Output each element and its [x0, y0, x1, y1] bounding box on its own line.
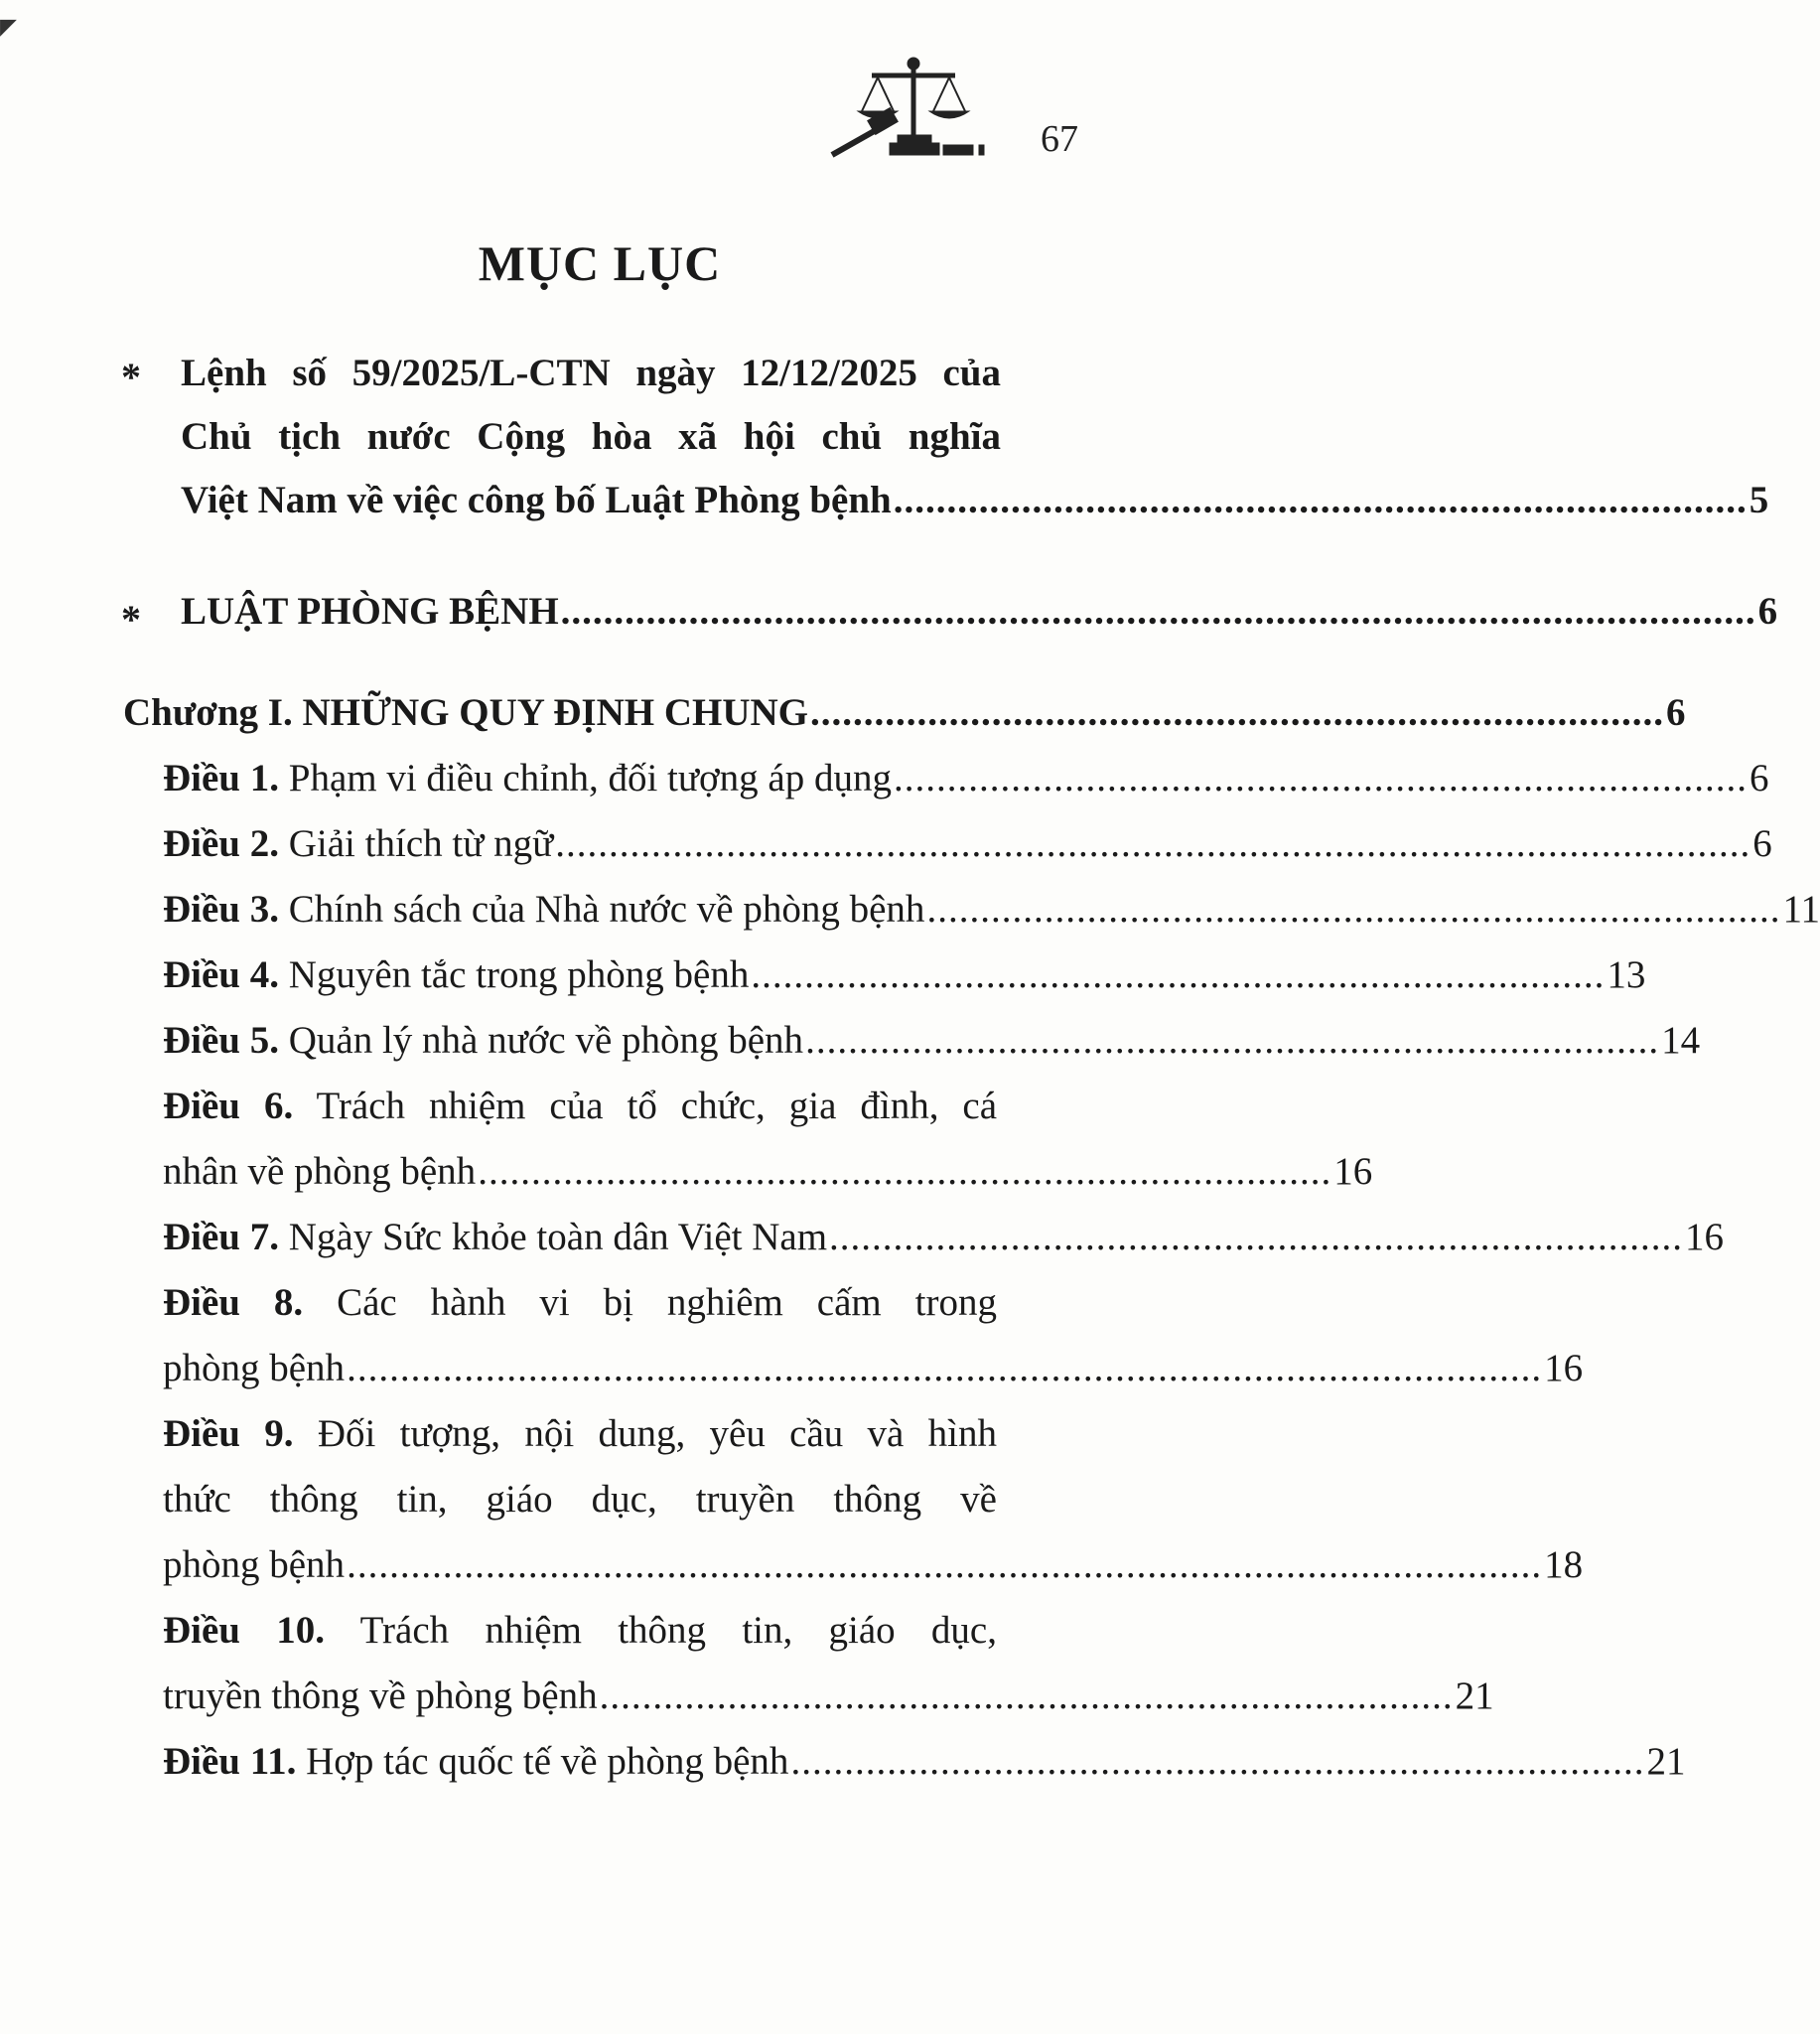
toc-entry-text: Chương I. NHỮNG QUY ĐỊNH CHUNG [123, 691, 808, 734]
scales-of-justice-and-gavel-icon [826, 52, 1001, 159]
dot-leader: ................................................................................ [478, 1150, 1332, 1193]
toc-entry-text: Quản lý nhà nước về phòng bệnh [288, 1019, 804, 1062]
toc-page-number: 21 [1646, 1740, 1686, 1783]
toc-entry-chapter[interactable] [123, 687, 1686, 739]
article-number: Điều 6. [163, 1085, 294, 1127]
dot-leader: ................................................................................................................ [560, 590, 1756, 633]
toc-entry-text: Giải thích từ ngữ [288, 822, 554, 865]
dot-leader: ................................................................................ [790, 1740, 1645, 1783]
dot-leader: ................................................................................ [893, 479, 1748, 521]
dot-leader: ................................................................................ [809, 691, 1664, 734]
article-number: Điều 10. [163, 1609, 326, 1652]
toc-entry-text: Trách nhiệm của tổ chức, gia đình, cá [316, 1085, 998, 1127]
toc-entry-line [163, 1277, 997, 1329]
article-number: Điều 11. [163, 1740, 297, 1783]
toc-entry-text: Phạm vi điều chỉnh, đối tượng áp dụng [288, 757, 892, 799]
toc-page-number: 11 [1782, 888, 1820, 931]
dot-leader: ................................................................................ [599, 1674, 1454, 1717]
toc-entry-text: Đối tượng, nội dung, yêu cầu và hình [317, 1412, 998, 1455]
toc-page-number: 6 [1757, 590, 1778, 633]
article-number: Điều 7. [163, 1216, 279, 1258]
toc-entry-line [163, 1146, 1373, 1198]
dot-leader: ................................................................................ [829, 1216, 1684, 1258]
article-number: Điều 9. [163, 1412, 294, 1455]
page-title: MỤC LỤC [478, 235, 722, 291]
article-number: Điều 8. [163, 1281, 304, 1324]
toc-entry-line [163, 1671, 1494, 1722]
toc-page-number: 14 [1661, 1019, 1701, 1062]
dot-leader: ................................................................................ [805, 1019, 1660, 1062]
bullet-icon: * [121, 597, 141, 642]
toc-entry-text: Trách nhiệm thông tin, giáo dục, [359, 1609, 997, 1652]
toc-page-number: 16 [1685, 1216, 1725, 1258]
toc-entry-text: Lệnh số 59/2025/L-CTN ngày 12/12/2025 của [181, 352, 1001, 394]
toc-entry-line [181, 348, 1001, 399]
toc-entry-line [163, 1539, 1584, 1591]
toc-page-number: 16 [1333, 1150, 1373, 1193]
toc-entry-article[interactable] [163, 1736, 1686, 1788]
toc-entry-text: phòng bệnh [163, 1347, 346, 1389]
toc-entry-article[interactable] [163, 818, 1772, 870]
toc-entry-text: truyền thông về phòng bệnh [163, 1674, 598, 1717]
toc-page-number: 6 [1752, 822, 1772, 865]
dot-leader: ................................................................................ [926, 888, 1781, 931]
toc-entry-article[interactable] [163, 1015, 1701, 1067]
dot-leader: ................................................................................................................ [347, 1347, 1543, 1389]
toc-page-number: 21 [1455, 1674, 1494, 1717]
toc-entry-text: Ngày Sức khỏe toàn dân Việt Nam [288, 1216, 828, 1258]
toc-page-number: 6 [1665, 691, 1686, 734]
toc-entry-line [181, 411, 1001, 463]
dot-leader: ................................................................................................................ [555, 822, 1751, 865]
article-number: Điều 1. [163, 757, 279, 799]
toc-entry-text: Chính sách của Nhà nước về phòng bệnh [288, 888, 925, 931]
toc-entry-text: Nguyên tắc trong phòng bệnh [288, 953, 750, 996]
toc-entry-text: Chủ tịch nước Cộng hòa xã hội chủ nghĩa [181, 415, 1001, 458]
toc-entry-line [163, 1474, 997, 1526]
toc-entry-text: nhân về phòng bệnh [163, 1150, 477, 1193]
toc-page-number: 6 [1749, 757, 1769, 799]
toc-page-number: 18 [1544, 1543, 1584, 1586]
toc-page-number: 5 [1749, 479, 1769, 521]
article-number: Điều 3. [163, 888, 279, 931]
toc-entry-text: thức thông tin, giáo dục, truyền thông về [163, 1478, 997, 1521]
toc-entry-text: LUẬT PHÒNG BỆNH [181, 590, 559, 633]
toc-page-number: 16 [1544, 1347, 1584, 1389]
article-number: Điều 4. [163, 953, 279, 996]
toc-page-number: 13 [1607, 953, 1646, 996]
dot-leader: ................................................................................ [893, 757, 1748, 799]
article-number: Điều 2. [163, 822, 279, 865]
toc-entry-line [163, 1408, 997, 1460]
toc-entry-article[interactable] [163, 884, 1820, 936]
toc-entry-text: phòng bệnh [163, 1543, 346, 1586]
toc-entry-line [163, 1081, 997, 1132]
toc-entry-line [163, 1605, 997, 1657]
article-number: Điều 5. [163, 1019, 279, 1062]
page-number: 67 [1041, 118, 1078, 160]
toc-entry-line [181, 586, 1778, 638]
dot-leader: ................................................................................ [751, 953, 1606, 996]
toc-entry-line [181, 475, 1769, 526]
toc-entry-text: Hợp tác quốc tế về phòng bệnh [306, 1740, 789, 1783]
bullet-icon: * [121, 355, 141, 399]
toc-entry-text: Các hành vi bị nghiêm cấm trong [337, 1281, 997, 1324]
toc-entry-article[interactable] [163, 949, 1646, 1001]
dot-leader: ................................................................................................................ [347, 1543, 1543, 1586]
toc-entry-article[interactable] [163, 753, 1769, 804]
toc-entry-article[interactable] [163, 1212, 1725, 1263]
corner-crop-mark: ◤ [0, 14, 17, 39]
toc-entry-line [163, 1343, 1584, 1394]
toc-entry-text: Việt Nam về việc công bố Luật Phòng bệnh [181, 479, 892, 521]
